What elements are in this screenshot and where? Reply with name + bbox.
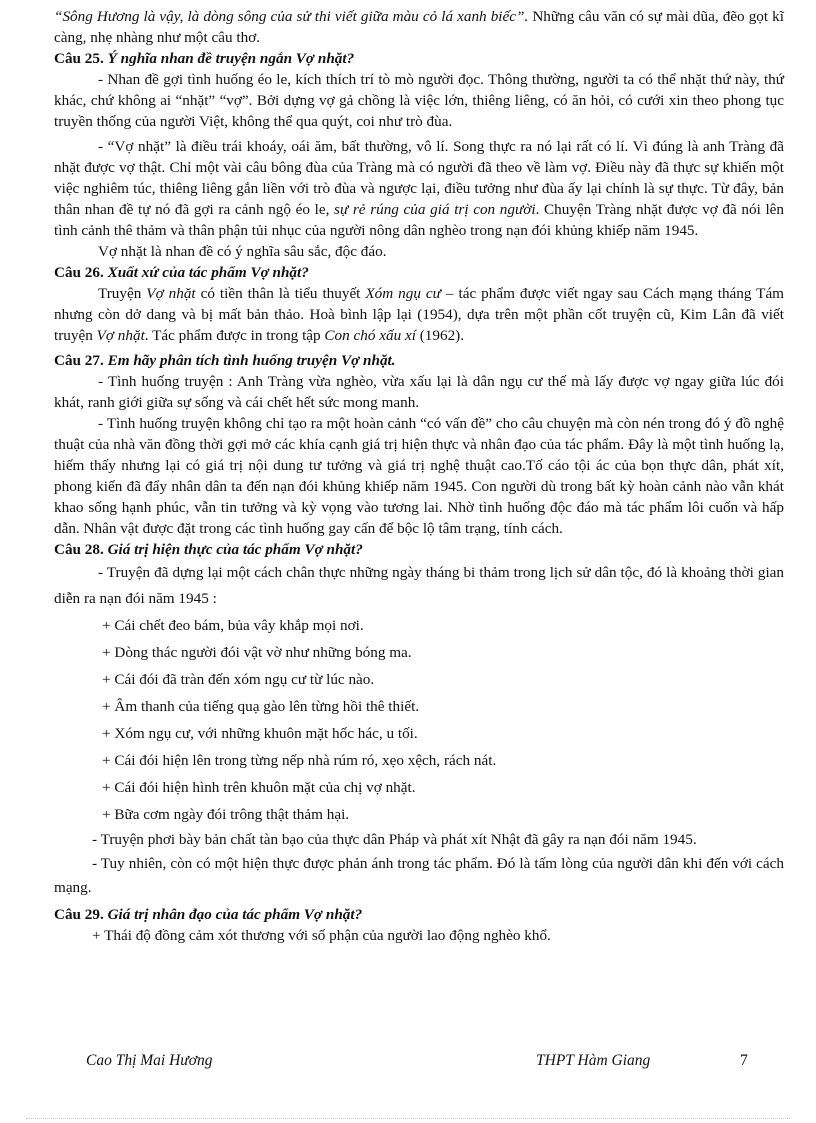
q25-paragraph-1: - Nhan đề gợi tình huống éo le, kích thích trí tò mò người đọc. Thông thường, người ta có thể nhặt thứ này, thứ khác, chứ không ai “nhặt” “vợ”. Bởi dựng vợ gả chồng là việc lớn, thiêng liêng, có ăn hỏi, có cưới xin theo phong tục truyền thống của người Việt, không thể qua quýt, coi như trò đùa. <box>54 71 784 130</box>
question-title: Giá trị hiện thực của tác phẩm Vợ nhặt? <box>107 541 363 558</box>
list-item: + Dòng thác người đói vật vờ như những bóng ma. <box>102 644 412 661</box>
question-number: Câu 28. <box>54 541 108 558</box>
document-body <box>54 6 784 946</box>
intro-rest: Những câu văn có sự mài dũa, đẽo gọt kĩ càng, nhẹ nhàng như một câu thơ. <box>54 8 784 46</box>
question-25-heading <box>54 48 784 69</box>
q26-text: . Tác phẩm được in trong tập <box>144 327 325 344</box>
q26-text: Truyện <box>98 285 147 302</box>
q26-paragraph <box>54 283 784 346</box>
q26-text: – tác phẩm được viết ngay sau Cách mạng tháng Tám nhưng còn dở dang và bị mất bản thảo. Hoà bình lập lại (1954), dựa trên một phần cốt truyện cũ, Kim Lân đã viết truyện <box>54 285 784 344</box>
q27-paragraph-2: - Tình huống truyện không chỉ tạo ra một hoàn cảnh “có vấn đề” cho câu chuyện mà còn nén trong đó ý đồ nghệ thuật của nhà văn đồng thời gợi mở các khía cạnh giá trị hiện thực và nhân đạo của tác phẩm. Đây là một tình huống lạ, hiếm thấy nhưng lại có giá trị nội dung tư tưởng và giá trị nghệ thuật cao.Tố cáo tội ác của bọn thực dân, phát xít, phong kiến đã đẩy nhân dân ta đến nạn đói khủng khiếp năm 1945. Con người dù trong bất kỳ hoàn cảnh nào vẫn khát khao sống hạnh phúc, vẫn tin tưởng và kỳ vọng vào tương lai. Nhờ tình huống độc đáo mà tác phẩm lôi cuốn và hấp dẫn. Nhân vật được đặt trong các tình huống gay cấn để bộc lộ tâm trạng, tính cách. <box>54 415 784 537</box>
q25-p2-text-a: - “Vợ nhặt” là điều trái khoáy, oái ăm, bất thường, vô lí. Song thực ra nó lại rất có lí. Vì đúng là anh Tràng đã nhặt được vợ thật. Chỉ một vài câu bông đùa của Tràng mà có người đã theo về làm vợ. Điều này đã thực sự khiến một việc nghiêm túc, thiêng liêng gắn liền với trò đùa và ngược lại, điều tưởng như đùa ấy lại chính là sự thực. Từ đây, bản thân nhan đề tự nó đã gợi ra cảnh ngộ éo le, <box>54 138 784 218</box>
question-title: Giá trị nhân đạo của tác phẩm Vợ nhặt? <box>107 906 363 923</box>
q28-paragraph-2: - Truyện phơi bày bản chất tàn bạo của thực dân Pháp và phát xít Nhật đã gây ra nạn đói năm 1945. <box>92 831 697 848</box>
q26-italic: Con chó xấu xí <box>324 327 416 344</box>
question-number: Câu 25. <box>54 50 108 67</box>
q29-paragraph-1: + Thái độ đồng cảm xót thương với số phận của người lao động nghèo khổ. <box>92 927 551 944</box>
question-number: Câu 29. <box>54 906 108 923</box>
q25-p2-text-b: . Chuyện Tràng nhặt được vợ đã nói lên tình cảnh thê thảm và thân phận tủi nhục của người nông dân nghèo trong nạn đói khủng khiếp năm 1945. <box>54 201 785 239</box>
q28-paragraph-3: - Tuy nhiên, còn có một hiện thực được phản ánh trong tác phẩm. Đó là tấm lòng của người dân khi đến với cách mạng. <box>54 855 784 896</box>
page-bottom-border <box>26 1118 790 1119</box>
intro-paragraph <box>54 6 784 48</box>
q26-text: (1962). <box>415 327 465 344</box>
q25-paragraph-2 <box>54 136 784 241</box>
q28-paragraph-1: - Truyện đã dựng lại một cách chân thực những ngày tháng bi thảm trong lịch sử dân tộc, đó là khoảng thời gian diễn ra nạn đói năm 1945 : <box>54 564 784 607</box>
list-item: + Xóm ngụ cư, với những khuôn mặt hốc hác, u tối. <box>102 725 418 742</box>
footer-school: THPT Hàm Giang <box>536 1052 651 1069</box>
q26-italic: Vợ nhặt <box>96 327 145 344</box>
question-number: Câu 27. <box>54 352 108 369</box>
q25-p2-italic: sự rẻ rúng của giá trị con người <box>334 201 536 218</box>
q26-italic: Vợ nhặt <box>146 285 196 302</box>
question-title: Xuất xứ của tác phẩm Vợ nhặt? <box>107 264 309 281</box>
question-26-heading <box>54 262 784 283</box>
list-item: + Cái đói đã tràn đến xóm ngụ cư từ lúc nào. <box>102 671 375 688</box>
q27-paragraph-1: - Tình huống truyện : Anh Tràng vừa nghèo, vừa xấu lại là dân ngụ cư thế mà lấy được vợ ngay giữa lúc đói khát, ranh giới giữa sự sống và cái chết hết sức mong manh. <box>54 373 784 411</box>
page-number: 7 <box>740 1052 748 1069</box>
question-number: Câu 26. <box>54 264 108 281</box>
list-item: + Bữa cơm ngày đói trông thật thảm hại. <box>102 806 350 823</box>
q26-text: có tiền thân là tiểu thuyết <box>195 285 366 302</box>
question-27-heading <box>54 350 784 371</box>
footer-author: Cao Thị Mai Hương <box>86 1052 213 1069</box>
q28-bullet-list <box>54 612 784 828</box>
list-item: + Cái chết đeo bám, bủa vây khắp mọi nơi. <box>102 617 364 634</box>
question-title: Em hãy phân tích tình huống truyện Vợ nhặt. <box>107 352 396 369</box>
intro-quote: “Sông Hương là vậy, là dòng sông của sử thi viết giữa màu cỏ lá xanh biếc”. <box>54 8 529 25</box>
page-footer <box>86 1052 756 1074</box>
list-item: + Âm thanh của tiếng quạ gào lên từng hồi thê thiết. <box>102 698 420 715</box>
list-item: + Cái đói hiện lên trong từng nếp nhà rúm ró, xẹo xệch, rách nát. <box>102 752 497 769</box>
question-28-heading <box>54 539 784 560</box>
question-title: Ý nghĩa nhan đề truyện ngắn Vợ nhặt? <box>107 50 355 67</box>
list-item: + Cái đói hiện hình trên khuôn mặt của chị vợ nhặt. <box>102 779 416 796</box>
question-29-heading <box>54 904 784 925</box>
q26-italic: Xóm ngụ cư <box>365 285 441 302</box>
q25-paragraph-3: Vợ nhặt là nhan đề có ý nghĩa sâu sắc, độc đáo. <box>98 243 387 260</box>
